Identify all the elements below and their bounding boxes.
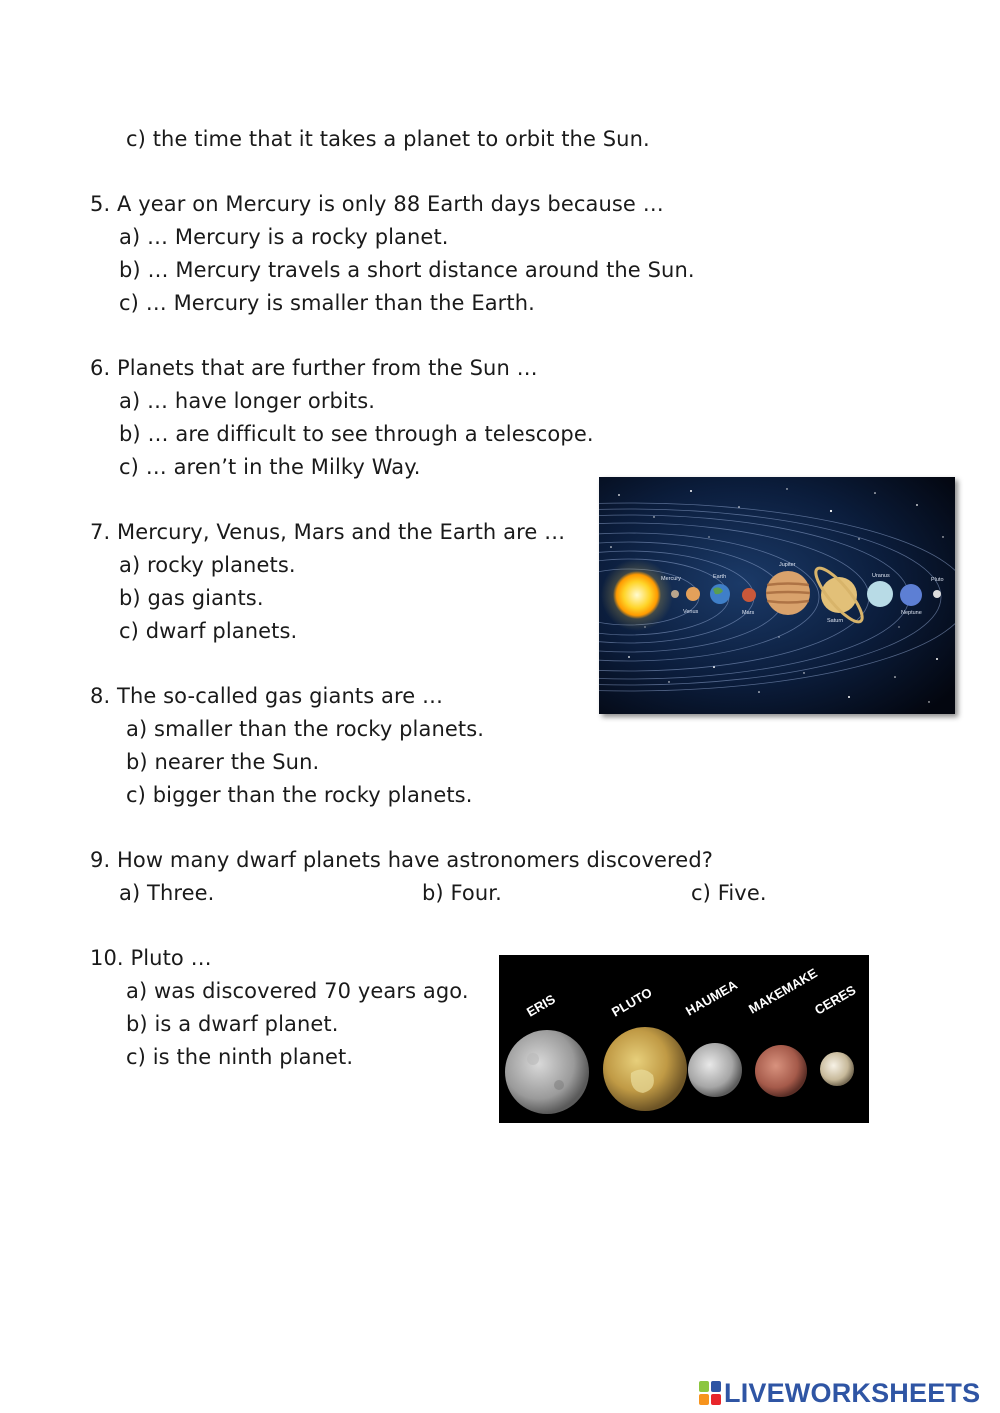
label-haumea: HAUMEA: [683, 977, 740, 1019]
q9-option-a: a) Three.: [119, 881, 215, 905]
q5-option-c: c) … Mercury is smaller than the Earth.: [119, 291, 535, 315]
label-neptune: Neptune: [901, 610, 922, 616]
label-ceres: CERES: [812, 982, 859, 1018]
q5-question: 5. A year on Mercury is only 88 Earth days because …: [90, 192, 664, 216]
planet-mercury: [671, 590, 679, 598]
label-saturn: Saturn: [827, 618, 844, 624]
q9-option-b: b) Four.: [422, 881, 502, 905]
liveworksheets-wordmark: LIVEWORKSHEETS: [724, 1377, 981, 1408]
label-makemake: MAKEMAKE: [746, 965, 820, 1017]
liveworksheets-icon: [698, 1379, 722, 1407]
q8-question: 8. The so-called gas giants are …: [90, 684, 444, 708]
planet-pluto: [933, 590, 941, 598]
planet-uranus: [867, 581, 893, 607]
q7-question: 7. Mercury, Venus, Mars and the Earth are …: [90, 520, 566, 544]
q7-option-c: c) dwarf planets.: [119, 619, 298, 643]
label-venus: Venus: [683, 609, 699, 615]
dwarf-eris: [505, 1030, 589, 1114]
q4-option-c: c) the time that it takes a planet to orbit the Sun.: [126, 127, 650, 151]
q10-question: 10. Pluto …: [90, 946, 212, 970]
dwarf-makemake: [755, 1045, 807, 1097]
q8-option-c: c) bigger than the rocky planets.: [126, 783, 473, 807]
planet-earth: [710, 584, 730, 604]
dwarf-pluto: [603, 1027, 687, 1111]
dwarf-haumea: [688, 1043, 742, 1097]
q10-option-b: b) is a dwarf planet.: [126, 1012, 339, 1036]
q8-option-a: a) smaller than the rocky planets.: [126, 717, 485, 741]
label-pluto: Pluto: [931, 577, 944, 583]
dwarf-planets-image: [499, 955, 869, 1123]
q10-option-c: c) is the ninth planet.: [126, 1045, 354, 1069]
q5-option-a: a) … Mercury is a rocky planet.: [119, 225, 449, 249]
sun: [613, 571, 661, 619]
dwarf-ceres: [820, 1052, 854, 1086]
q9-option-c: c) Five.: [691, 881, 767, 905]
q6-option-c: c) … aren’t in the Milky Way.: [119, 455, 421, 479]
planet-neptune: [900, 584, 922, 606]
q6-option-b: b) … are difficult to see through a telescope.: [119, 422, 594, 446]
q6-option-a: a) … have longer orbits.: [119, 389, 376, 413]
label-uranus: Uranus: [872, 573, 890, 579]
label-jupiter: Jupiter: [779, 562, 796, 568]
label-pluto-dwarf: PLUTO: [609, 984, 655, 1020]
planet-mars: [742, 588, 756, 602]
q7-option-b: b) gas giants.: [119, 586, 264, 610]
q10-option-a: a) was discovered 70 years ago.: [126, 979, 469, 1003]
q9-question: 9. How many dwarf planets have astronomers discovered?: [90, 848, 713, 872]
q7-option-a: a) rocky planets.: [119, 553, 296, 577]
label-mercury: Mercury: [661, 576, 681, 582]
q6-question: 6. Planets that are further from the Sun …: [90, 356, 538, 380]
liveworksheets-logo: [698, 1373, 980, 1413]
planet-venus: [686, 587, 700, 601]
label-earth: Earth: [713, 574, 727, 580]
label-eris: ERIS: [524, 991, 558, 1020]
q5-option-b: b) … Mercury travels a short distance around the Sun.: [119, 258, 695, 282]
q8-option-b: b) nearer the Sun.: [126, 750, 320, 774]
label-mars: Mars: [742, 610, 755, 616]
solar-system-image: [599, 477, 955, 714]
